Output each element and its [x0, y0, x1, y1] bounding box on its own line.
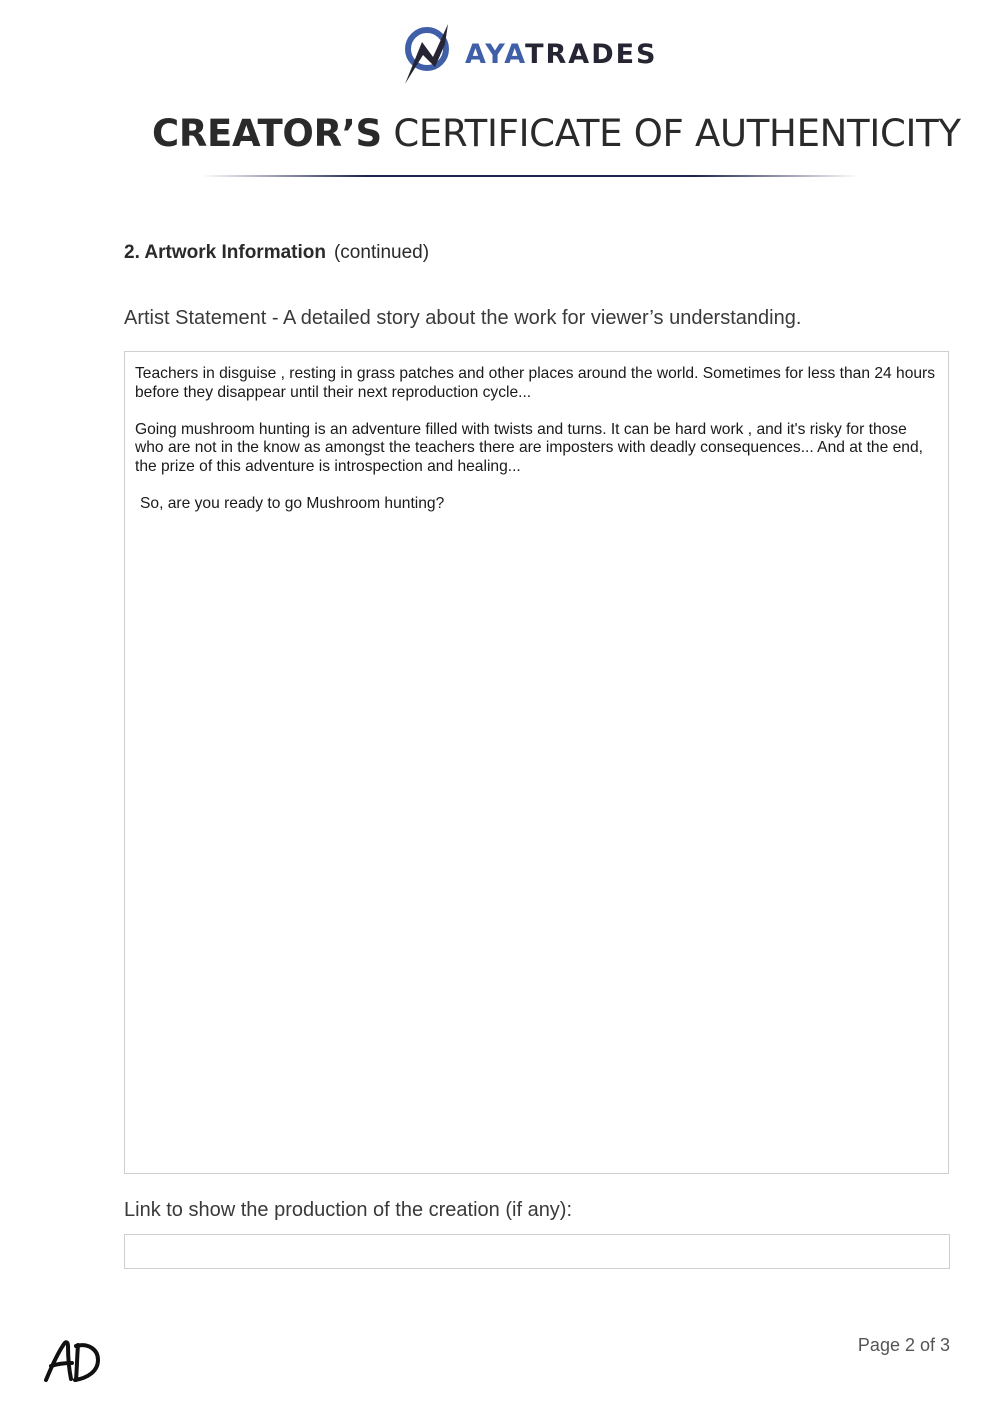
logo-wordmark-main: TRADES: [525, 38, 658, 70]
section-title: 2. Artwork Information: [124, 242, 326, 263]
statement-paragraph-2: Going mushroom hunting is an adventure filled with twists and turns. It can be hard work , and it's risky for those who are not in the know as amongst the teachers there are imposters with deadly consequences... And at the end, the prize of this adventure is introspection and healing...: [135, 420, 923, 475]
signature: [42, 1336, 104, 1386]
ayatrades-logo: [402, 22, 658, 86]
production-link-input[interactable]: [124, 1234, 950, 1269]
title-divider: [202, 175, 858, 177]
section-continued-note: (continued): [333, 242, 430, 263]
logo-wordmark: [465, 38, 658, 70]
page-title-light: CERTIFICATE OF AUTHENTICITY: [393, 112, 961, 155]
page-title: [0, 112, 1000, 155]
page-title-bold: CREATOR’S: [152, 112, 382, 155]
handwritten-signature-icon: [42, 1336, 104, 1386]
statement-paragraph-3: So, are you ready to go Mushroom hunting?: [140, 494, 445, 512]
logo-wordmark-accent: AYA: [465, 38, 526, 70]
production-link-label: Link to show the production of the creation (if any):: [124, 1199, 573, 1221]
statement-paragraph-1: Teachers in disguise , resting in grass patches and other places around the world. Sometimes for less than 24 hours before they disappear until their next reproduction cycle...: [135, 365, 936, 401]
artist-statement-label: Artist Statement - A detailed story about the work for viewer’s understanding.: [124, 307, 802, 329]
page-number: Page 2 of 3: [857, 1335, 950, 1355]
ayatrades-logo-icon: [402, 22, 452, 86]
section-heading: [124, 242, 429, 264]
artist-statement-field[interactable]: [124, 351, 949, 1174]
